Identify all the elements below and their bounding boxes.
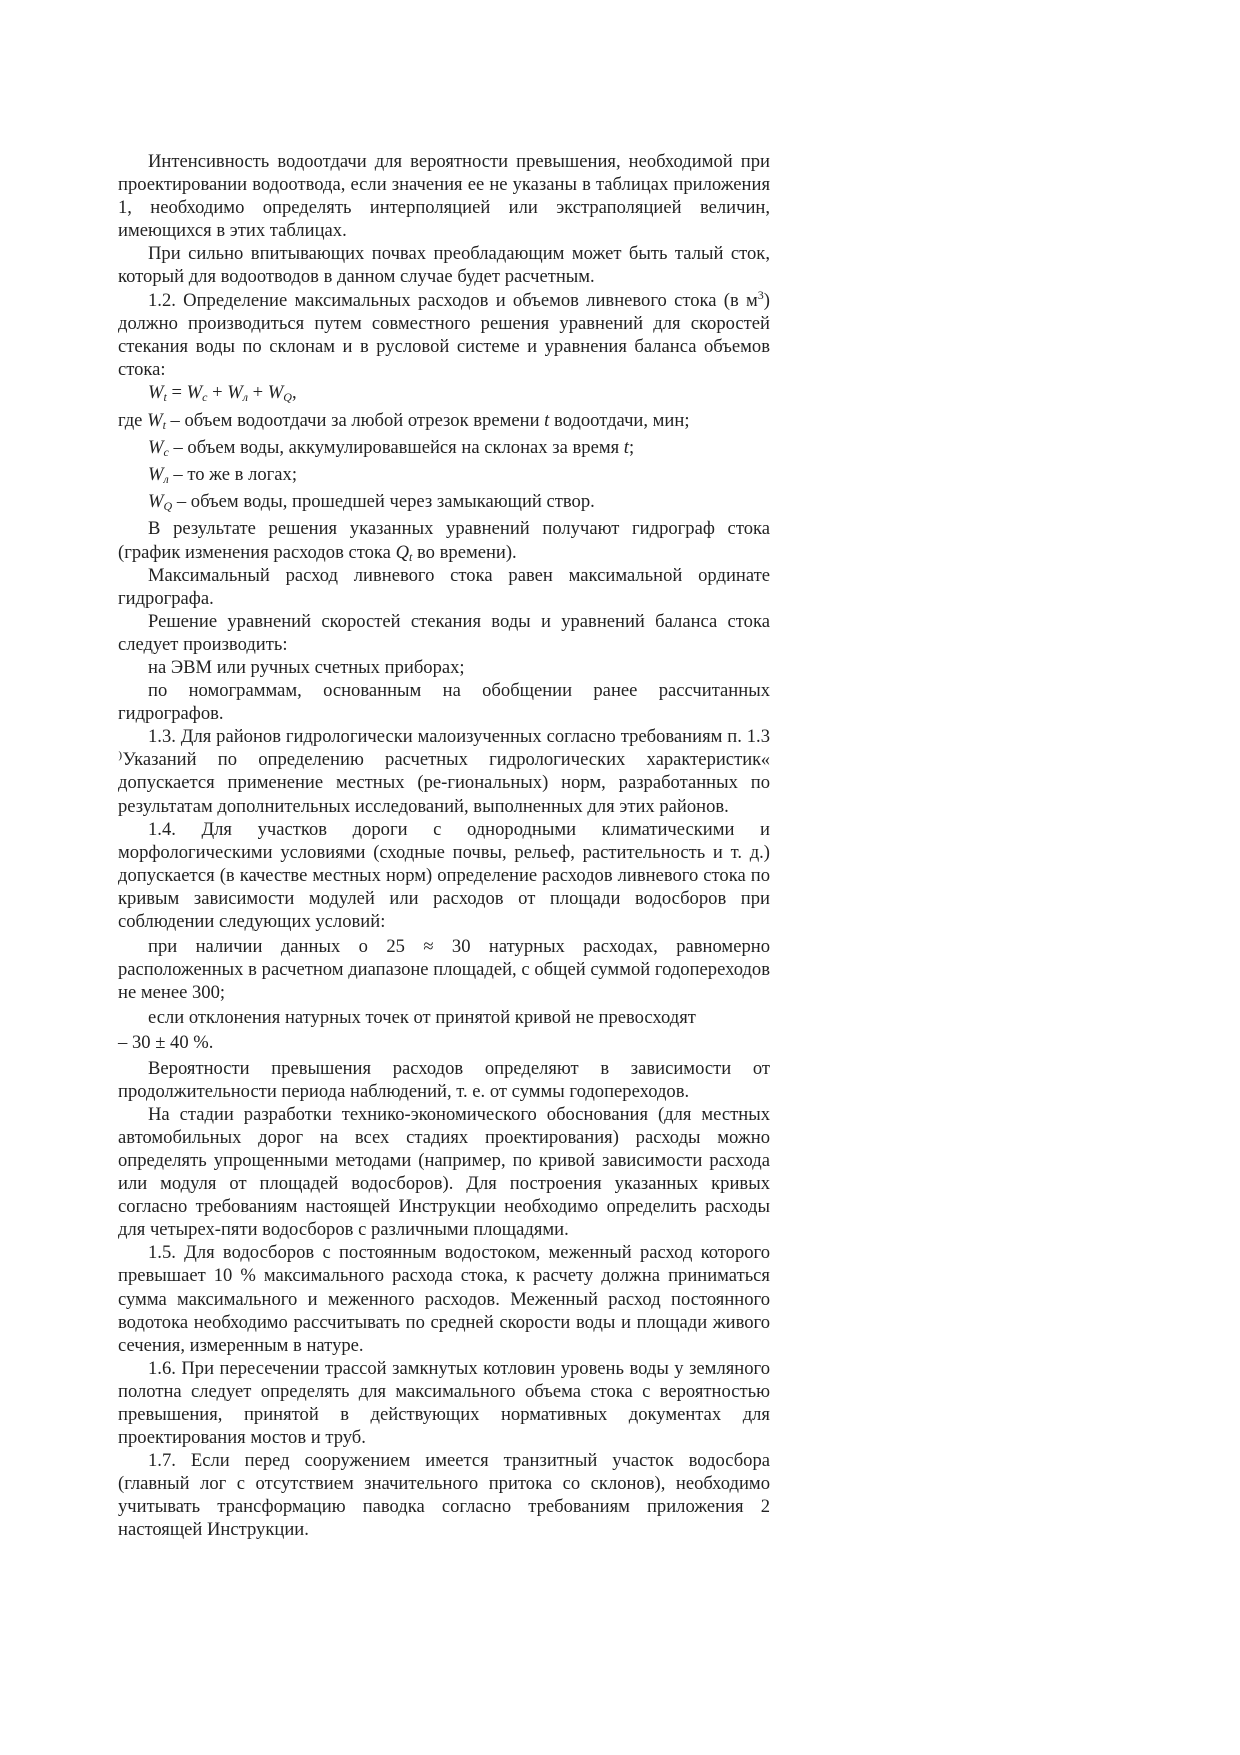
- definition-wt-text: – объем водоотдачи за любой отрезок времени: [165, 410, 545, 432]
- formula-plus-2: +: [248, 381, 268, 403]
- definition-wl-sub: л: [163, 472, 169, 487]
- paragraph-hydrograph-text-a: В результате решения указанных уравнений получают гидрограф стока (график изменения расходов стока: [118, 518, 770, 563]
- definition-wt-symbol: W: [147, 410, 163, 432]
- formula-sub-l: л: [242, 389, 248, 404]
- paragraph-feasibility: На стадии разработки технико-экономического обоснования (для местных автомобильных дорог на всех стадиях проектирования) расходы можно определять упрощенными методами (например, по кривой зависимости расхода или модуля от площадей водосборов). Для построения указанных кривых согласно требованиям настоящей Инструкции необходимо определить расходы для четырех-пяти водосборов с различными площадями.: [118, 1103, 770, 1241]
- list-item-deviations-range: – 30 ± 40 %.: [118, 1032, 214, 1054]
- definition-wt-sub: t: [162, 418, 166, 433]
- document-page: [118, 150, 770, 1542]
- definition-wq-symbol: W: [148, 491, 164, 513]
- paragraph-1-3: 1.3. Для районов гидрологически малоизученных согласно требованиям п. 1.3 ⁾Указаний по определению расчетных гидрологических характеристик« допускается применение местных (ре-гиональных) норм, разработанных по результатам дополнительных исследований, выполненных для этих районов.: [118, 726, 770, 817]
- formula-sub-c: с: [202, 389, 208, 404]
- formula-sub-t: t: [163, 389, 167, 404]
- formula-plus-1: +: [207, 381, 228, 403]
- hydrograph-q-sub: t: [409, 549, 413, 564]
- paragraph-1-5: 1.5. Для водосборов с постоянным водостоком, меженный расход которого превышает 10 % максимального расхода стока, к расчету должна приниматься сумма максимального и меженного расходов. Меженный расход постоянного водотока необходимо рассчитывать по средней скорости воды и площади живого сечения, измеренным в натуре.: [118, 1242, 770, 1356]
- formula-sub-q: Q: [283, 389, 292, 404]
- definition-wc-text: – объем воды, аккумулировавшейся на склонах за время: [168, 437, 624, 459]
- definition-wl-text: – то же в логах;: [168, 464, 298, 486]
- definition-wl: [118, 463, 770, 486]
- definition-prefix: где: [118, 410, 148, 432]
- paragraph-probability: Вероятности превышения расходов определяют в зависимости от продолжительности периода наблюдений, т. е. от суммы годопереходов.: [118, 1057, 770, 1102]
- paragraph-hydrograph-text-b: во времени).: [412, 541, 517, 563]
- list-item-nomograms: по номограммам, основанным на обобщении ранее рассчитанных гидрографов.: [118, 680, 770, 725]
- formula-w-l: W: [227, 381, 243, 403]
- paragraph-hydrograph: [118, 517, 770, 563]
- paragraph-intensity: Интенсивность водоотдачи для вероятности превышения, необходимой при проектировании водоотвода, если значения ее не указаны в таблицах приложения 1, необходимо определять интерполяцией или экстраполяцией величин, имеющихся в этих таблицах.: [118, 151, 770, 242]
- formula-w: W: [148, 381, 164, 403]
- definition-wc-sub: с: [163, 445, 169, 460]
- list-item-deviations: если отклонения натурных точек от принятой кривой не превосходят: [148, 1007, 696, 1029]
- definition-wc-tail: ;: [628, 437, 635, 459]
- paragraph-meltwater: При сильно впитывающих почвах преобладающим может быть талый сток, который для водоотводов в данном случае будет расчетным.: [118, 243, 770, 288]
- definition-wt: [118, 409, 770, 432]
- paragraph-1-2-text-b: ) должно производиться путем совместного решения уравнений для скоростей стекания воды по склонам и в русловой системе и уравнения баланса объемов стока:: [118, 289, 770, 380]
- definition-wc: [118, 436, 770, 459]
- definition-wt-tail: водоотдачи, мин;: [549, 410, 690, 432]
- formula-comma: ,: [291, 381, 297, 403]
- list-item-natural-data: при наличии данных о 25 ≈ 30 натурных расходах, равномерно расположенных в расчетном диапазоне площадей, с общей суммой годопереходов не менее 300;: [118, 936, 770, 1004]
- paragraph-solution: Решение уравнений скоростей стекания воды и уравнений баланса стока следует производить:: [118, 610, 770, 655]
- cubic-superscript: 3: [757, 287, 764, 302]
- definition-wq-sub: Q: [163, 499, 173, 514]
- paragraph-max-discharge: Максимальный расход ливневого стока равен максимальной ординате гидрографа.: [118, 564, 770, 609]
- definition-wc-time: t: [623, 437, 629, 459]
- paragraph-1-2-text-a: 1.2. Определение максимальных расходов и объемов ливневого стока (в м: [148, 289, 758, 311]
- formula-w-q: W: [267, 381, 284, 403]
- definition-wq: [118, 490, 770, 513]
- list-item-computer: на ЭВМ или ручных счетных приборах;: [148, 656, 465, 678]
- formula-equals: =: [166, 381, 187, 403]
- paragraph-1-4: 1.4. Для участков дороги с однородными климатическими и морфологическими условиями (сходные почвы, рельеф, растительность и т. д.) допускается (в качестве местных норм) определение расходов ливневого стока по кривым зависимости модулей или расходов от площади водосборов при соблюдении следующих условий:: [118, 818, 770, 932]
- definition-wq-text: – объем воды, прошедшей через замыкающий створ.: [172, 491, 595, 513]
- paragraph-1-7: 1.7. Если перед сооружением имеется транзитный участок водосбора (главный лог с отсутствием значительного притока со склонов), необходимо учитывать трансформацию паводка согласно требованиям приложения 2 настоящей Инструкции.: [118, 1450, 770, 1541]
- formula-w-c: W: [186, 381, 203, 403]
- definition-wt-time: t: [544, 410, 550, 432]
- hydrograph-q-symbol: Q: [395, 541, 410, 563]
- balance-formula: [118, 381, 770, 404]
- paragraph-1-2: [118, 289, 770, 381]
- definition-wl-symbol: W: [148, 464, 164, 486]
- definition-wc-symbol: W: [148, 437, 164, 459]
- paragraph-1-6: 1.6. При пересечении трассой замкнутых котловин уровень воды у земляного полотна следует определять для максимального объема стока с вероятностью превышения, принятой в действующих нормативных документах для проектирования мостов и труб.: [118, 1357, 770, 1449]
